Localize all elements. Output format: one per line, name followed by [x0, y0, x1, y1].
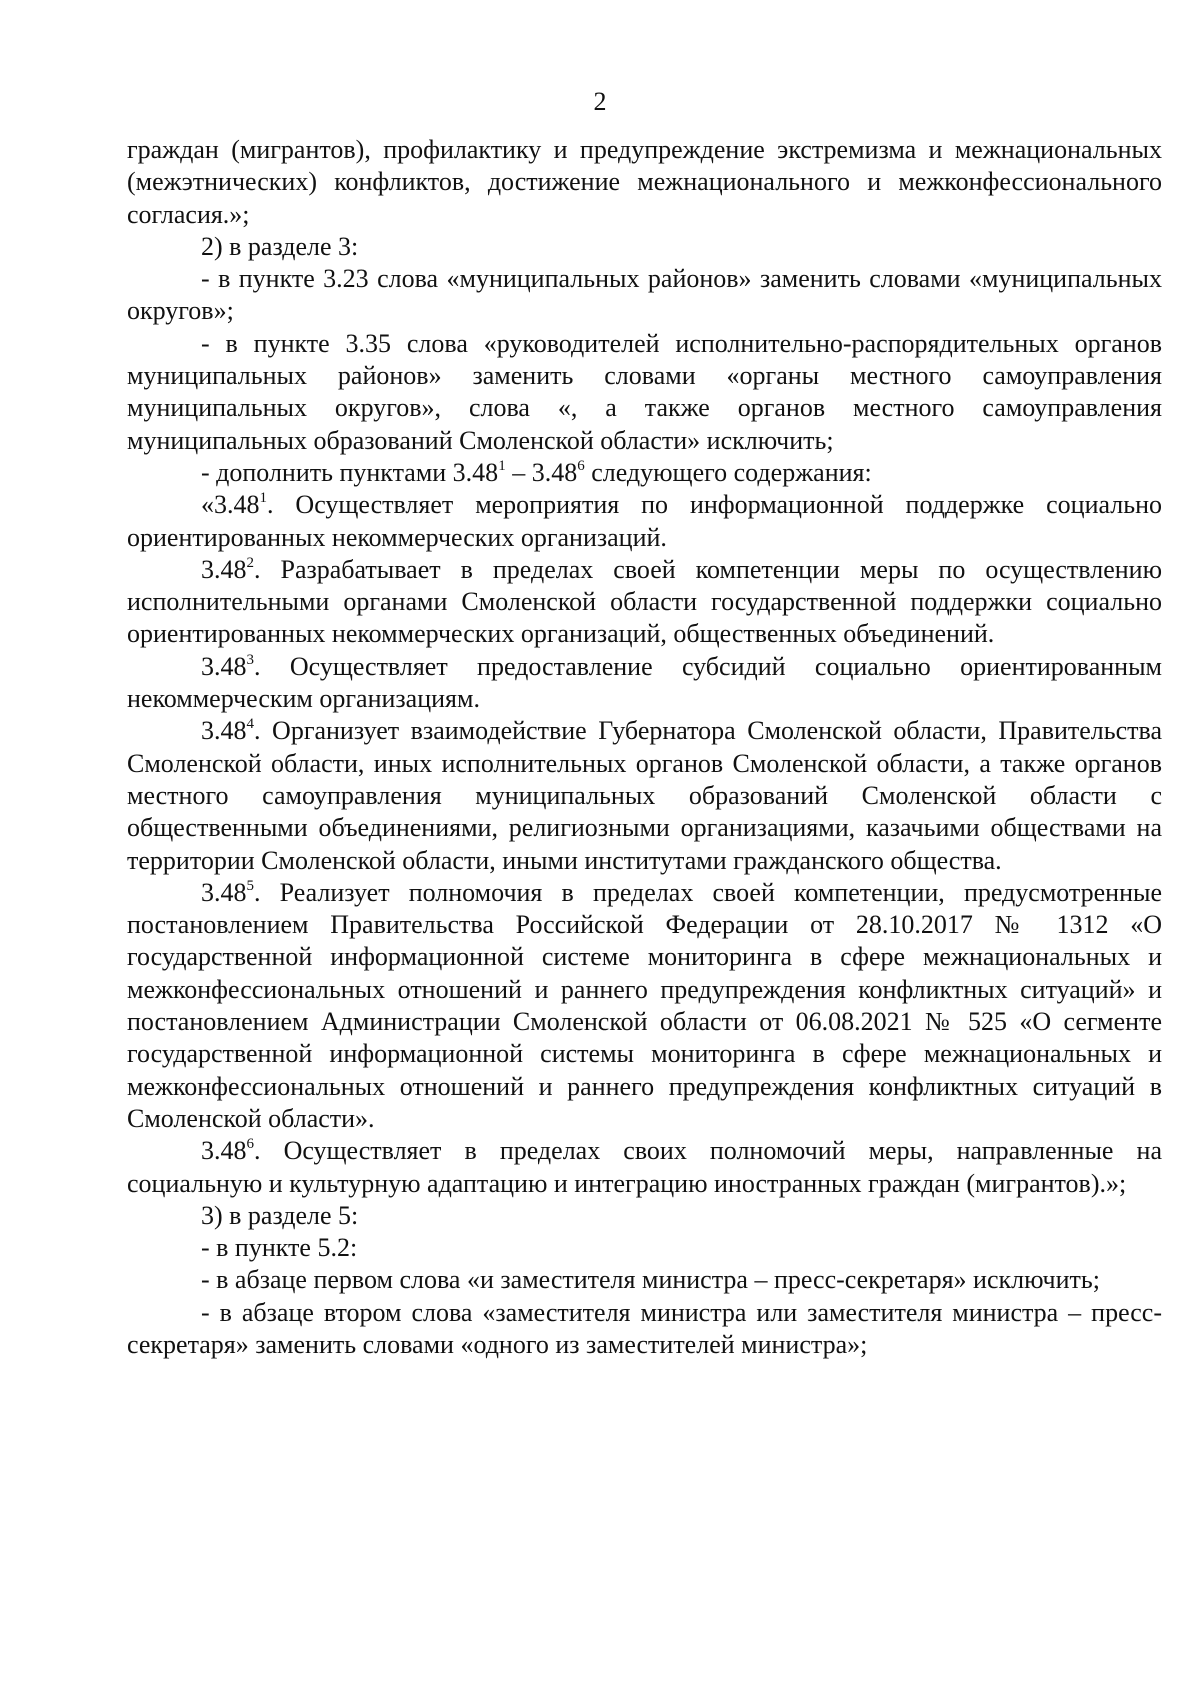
paragraph-text: «3.48 — [201, 490, 260, 520]
paragraph-p5 — [127, 457, 1162, 489]
page-number: 2 — [593, 87, 607, 116]
paragraph-p15 — [127, 1297, 1162, 1362]
paragraph-text: 3.48 — [201, 554, 247, 584]
paragraph-text: - в пункте 5.2: — [201, 1233, 358, 1263]
superscript-index: 4 — [246, 716, 254, 733]
paragraph-text: . Осуществляет в пределах своих полномочий меры, направленные на социальную и культурную адаптацию и интеграцию иностранных граждан (мигрантов).»; — [127, 1136, 1162, 1198]
paragraph-text: . Организует взаимодействие Губернатора Смоленской области, Правительства Смоленской области, иных исполнительных органов Смоленской области, а также органов местного самоуправления муниципальных образований Смоленской области с общественными объединениями, религиозными организациями, казачьими обществами на территории Смоленской области, иными институтами гражданского общества. — [127, 716, 1162, 875]
paragraph-text: граждан (мигрантов), профилактику и предупреждение экстремизма и межнациональных (межэтнических) конфликтов, достижение межнационального и межконфессионального согласия.»; — [127, 135, 1162, 229]
superscript-index: 5 — [246, 877, 254, 894]
paragraph-text: - дополнить пунктами 3.48 — [201, 457, 499, 487]
paragraph-text: - в абзаце втором слова «заместителя министра или заместителя министра – пресс-секретаря» заменить словами «одного из заместителей министра»; — [127, 1297, 1162, 1359]
superscript-index: 6 — [577, 457, 585, 474]
paragraph-p11 — [127, 1135, 1162, 1200]
paragraph-p6 — [127, 489, 1162, 554]
superscript-index: 2 — [246, 554, 254, 571]
paragraph-p7 — [127, 554, 1162, 651]
paragraph-p10 — [127, 877, 1162, 1135]
paragraph-text: 3.48 — [201, 1136, 247, 1166]
paragraph-text: . Осуществляет предоставление субсидий социально ориентированным некоммерческим организациям. — [127, 651, 1162, 714]
paragraph-text: - в абзаце первом слова «и заместителя министра – пресс-секретаря» исключить; — [201, 1265, 1100, 1295]
document-body — [127, 134, 1162, 1361]
paragraph-p8 — [127, 651, 1162, 716]
paragraph-text: . Разрабатывает в пределах своей компетенции меры по осуществлению исполнительными органами Смоленской области государственной поддержки социально ориентированных некоммерческих организаций, общественных объединений. — [127, 554, 1162, 649]
paragraph-p4 — [127, 328, 1162, 457]
paragraph-text: 3) в разделе 5: — [201, 1200, 359, 1230]
paragraph-p3 — [127, 263, 1162, 328]
paragraph-text: 3.48 — [201, 651, 247, 681]
superscript-index: 1 — [498, 457, 506, 474]
paragraph-text: . Осуществляет мероприятия по информационной поддержке социально ориентированных некоммерческих организаций. — [127, 490, 1162, 552]
paragraph-p2 — [127, 231, 1162, 263]
superscript-index: 6 — [246, 1136, 254, 1153]
paragraph-text: 2) в разделе 3: — [201, 231, 359, 261]
paragraph-p13 — [127, 1232, 1162, 1264]
paragraph-p12 — [127, 1200, 1162, 1232]
superscript-index: 3 — [246, 651, 254, 668]
paragraph-text: следующего содержания: — [584, 457, 872, 487]
paragraph-text: - в пункте 3.23 слова «муниципальных районов» заменить словами «муниципальных округов»; — [127, 264, 1162, 326]
paragraph-p14 — [127, 1264, 1162, 1296]
paragraph-text: 3.48 — [201, 877, 247, 907]
paragraph-text: – 3.48 — [505, 457, 578, 487]
paragraph-text: - в пункте 3.35 слова «руководителей исполнительно-распорядительных органов муниципальных районов» заменить словами «органы местного самоуправления муниципальных округов», слова «, а также органов местного самоуправления муниципальных образований Смоленской области» исключить; — [127, 328, 1162, 455]
superscript-index: 1 — [259, 490, 267, 507]
paragraph-p1 — [127, 134, 1162, 231]
paragraph-text: 3.48 — [201, 716, 247, 746]
paragraph-text: . Реализует полномочия в пределах своей компетенции, предусмотренные постановлением Правительства Российской Федерации от 28.10.2017 № 1312 «О государственной информационной системе мониторинга в сфере межнациональных и межконфессиональных отношений и раннего предупреждения конфликтных ситуаций» и постановлением Администрации Смоленской области от 06.08.2021 № 525 «О сегменте государственной информационной системы мониторинга в сфере межнациональных и межконфессиональных отношений и раннего предупреждения конфликтных ситуаций в Смоленской области». — [127, 877, 1162, 1133]
paragraph-p9 — [127, 715, 1162, 876]
